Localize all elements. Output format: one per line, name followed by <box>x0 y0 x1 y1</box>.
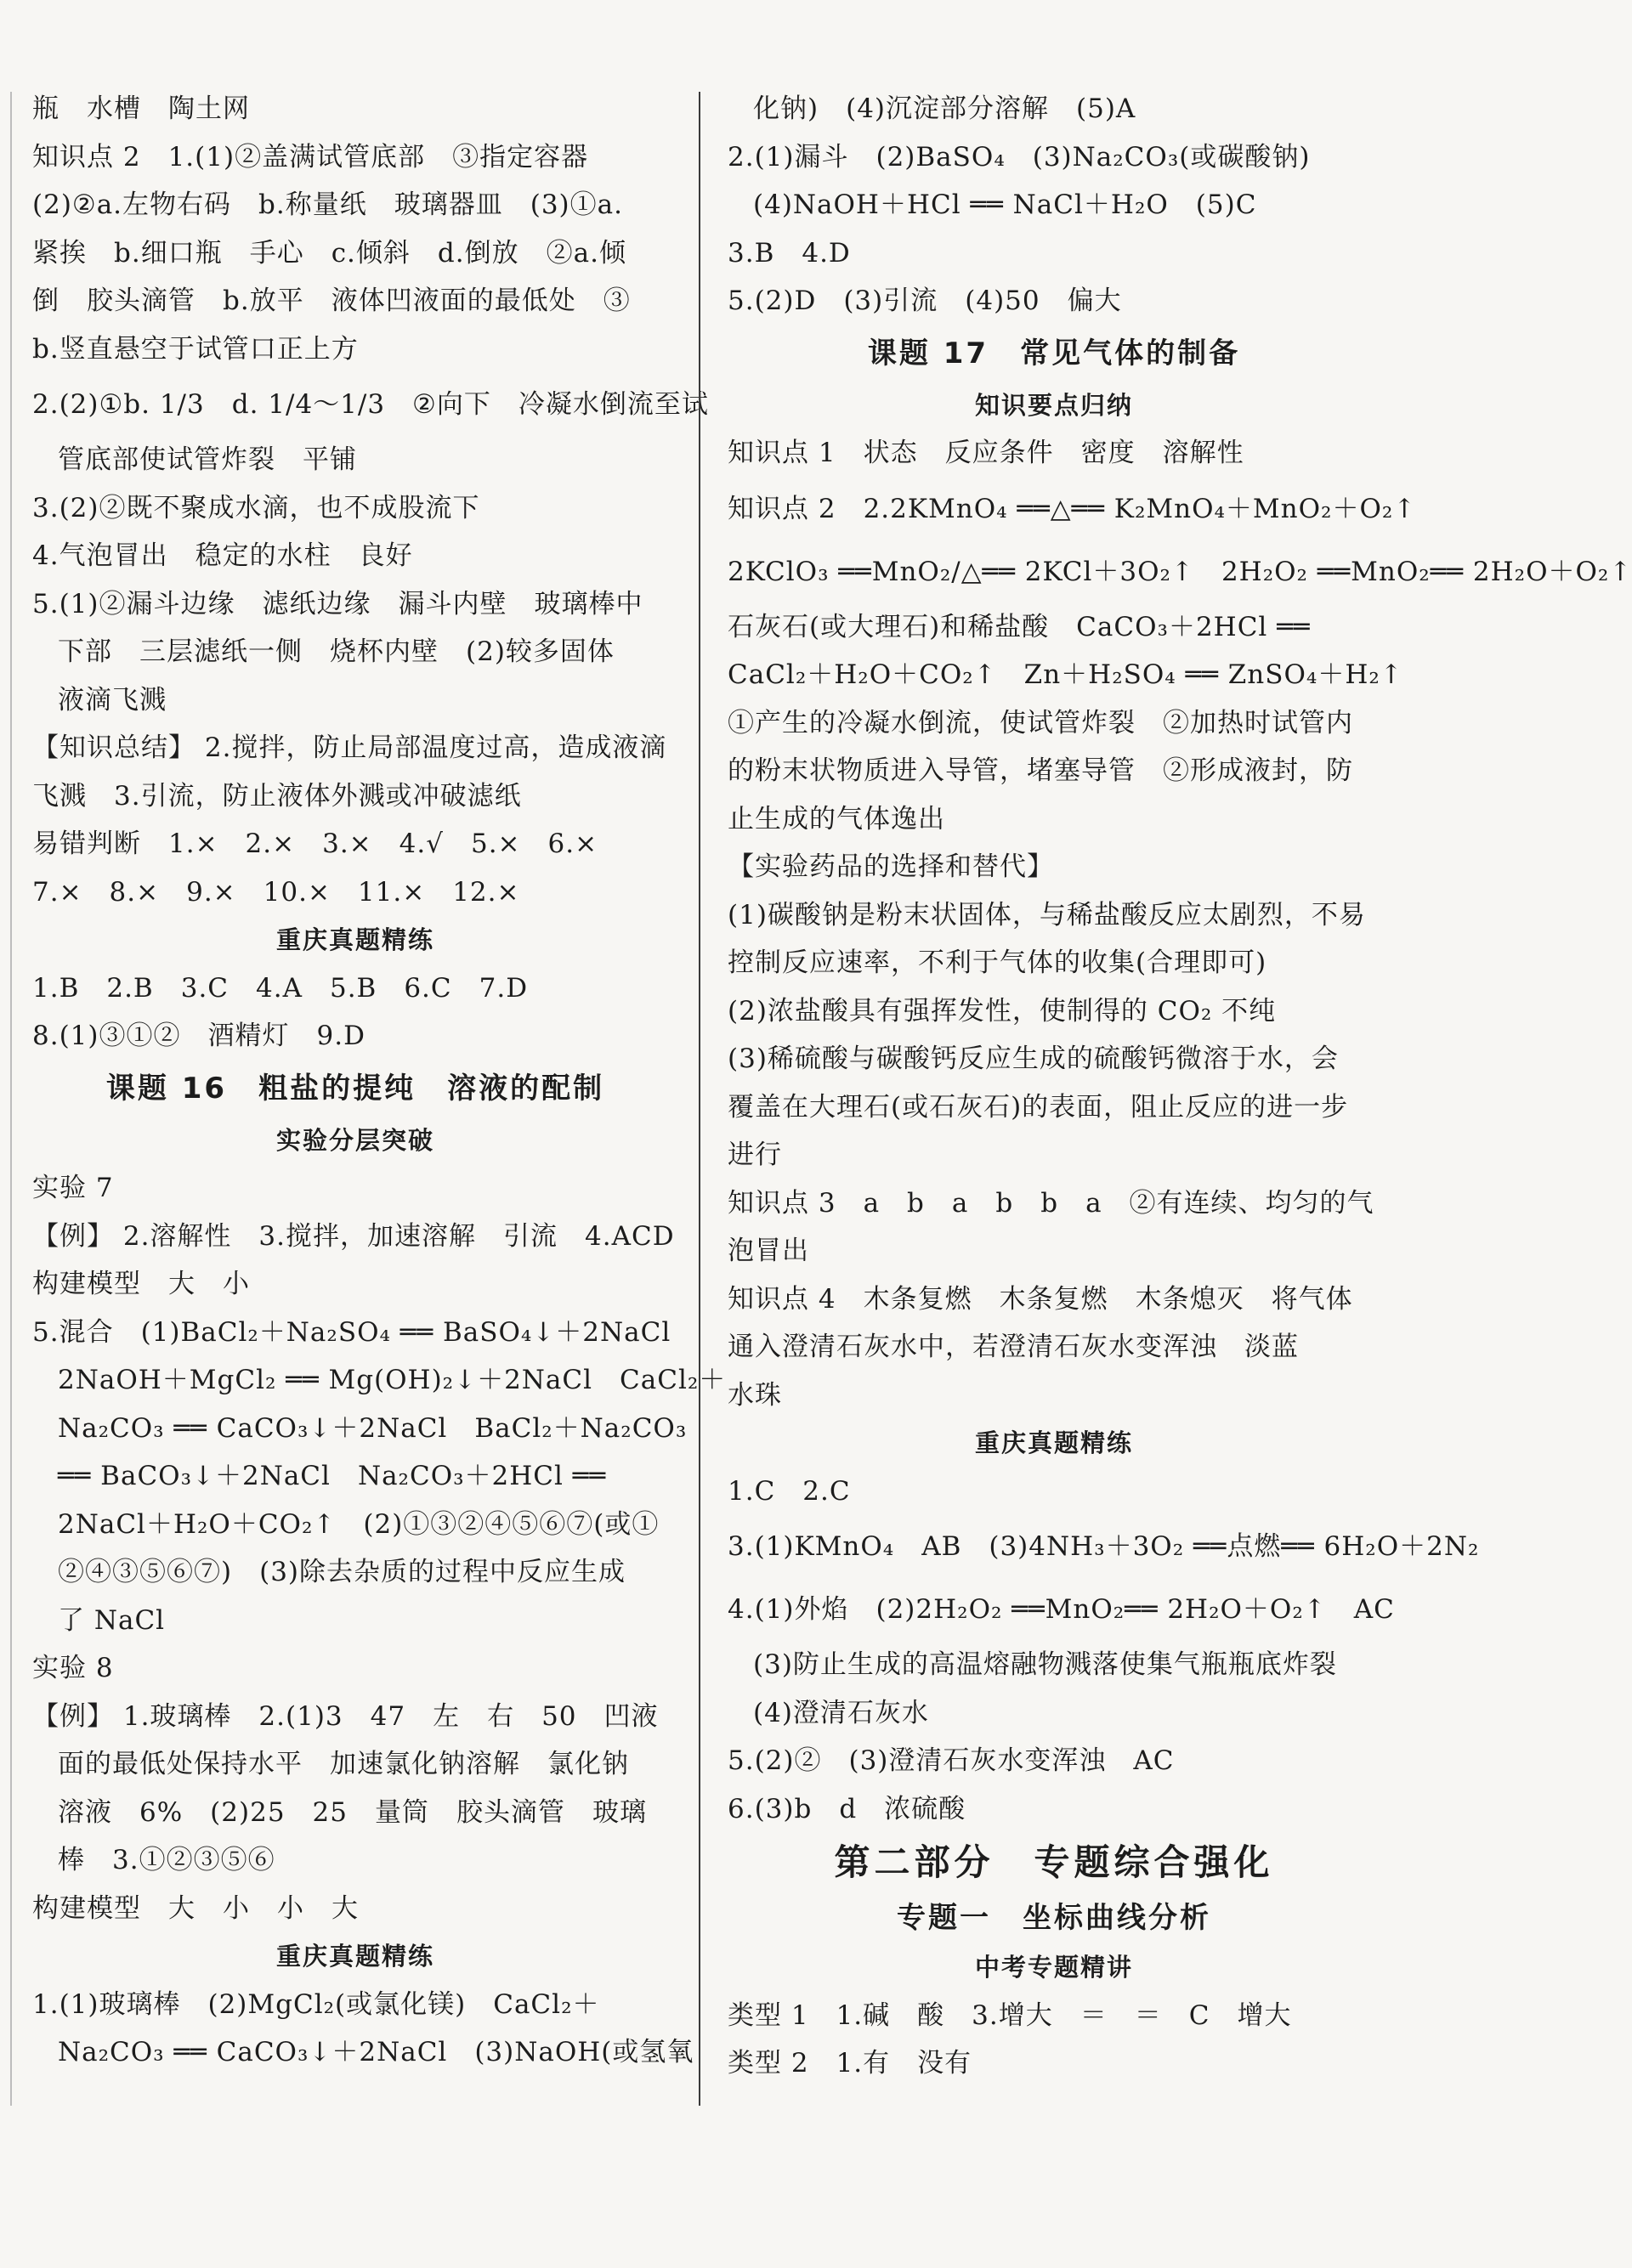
answer-line: (3)防止生成的高温熔融物溅落使集气瓶瓶底炸裂 <box>753 1649 1337 1680</box>
answer-line: 知识点 1 状态 反应条件 密度 溶解性 <box>728 438 1244 468</box>
answer-line: ②④③⑤⑥⑦) (3)除去杂质的过程中反应生成 <box>58 1557 626 1587</box>
answer-line: 倒 胶头滴管 b.放平 液体凹液面的最低处 ③ <box>32 286 631 316</box>
answer-line: Na₂CO₃ ══ CaCO₃↓＋2NaCl (3)NaOH(或氢氧 <box>58 2037 694 2067</box>
answer-line: 液滴飞溅 <box>58 684 167 715</box>
answer-line: (3)稀硫酸与碳酸钙反应生成的硫酸钙微溶于水，会 <box>728 1044 1339 1074</box>
lesson-heading: 课题 16 粗盐的提纯 溶液的配制 <box>105 1071 605 1106</box>
answer-line: (4)NaOH＋HCl ══ NaCl＋H₂O (5)C <box>753 189 1257 220</box>
lesson-heading: 课题 17 常见气体的制备 <box>867 336 1241 370</box>
answer-line: 4.(1)外焰 (2)2H₂O₂ ══MnO₂══ 2H₂O＋O₂↑ AC <box>728 1594 1395 1625</box>
answer-line: (4)澄清石灰水 <box>753 1697 929 1728</box>
answer-line: 易错判断 1.× 2.× 3.× 4.√ 5.× 6.× <box>32 829 598 859</box>
answer-line: 3.(1)KMnO₄ AB (3)4NH₃＋3O₂ ══点燃══ 6H₂O＋2N₂ <box>728 1531 1480 1562</box>
answer-line: 石灰石(或大理石)和稀盐酸 CaCO₃＋2HCl ══ <box>728 611 1311 642</box>
part-heading: 第二部分 专题综合强化 <box>834 1841 1274 1883</box>
answer-line: 3.(2)②既不聚成水滴，也不成股流下 <box>32 492 480 523</box>
answer-line: 化钠) (4)沉淀部分溶解 (5)A <box>753 93 1136 124</box>
answer-line: Na₂CO₃ ══ CaCO₃↓＋2NaCl BaCl₂＋Na₂CO₃ <box>58 1412 688 1444</box>
section-heading: 重庆真题精练 <box>275 925 434 954</box>
answer-line: 5.(2)D (3)引流 (4)50 偏大 <box>728 286 1122 316</box>
answer-line: 控制反应速率，不利于气体的收集(合理即可) <box>728 947 1267 978</box>
answer-line: 2KClO₃ ══MnO₂/△══ 2KCl＋3O₂↑ 2H₂O₂ ══MnO₂══ 2H₂O＋O₂↑ <box>728 556 1632 587</box>
answer-line: 2NaCl＋H₂O＋CO₂↑ (2)①③②④⑤⑥⑦(或① <box>58 1508 660 1540</box>
column-divider <box>699 92 700 2106</box>
answer-line: 5.(2)② (3)澄清石灰水变浑浊 AC <box>728 1745 1175 1776</box>
answer-line: 止生成的气体逸出 <box>728 803 945 834</box>
answer-line: b.竖直悬空于试管口正上方 <box>32 333 359 365</box>
answer-line: 知识点 3 a b a b b a ②有连续、均匀的气 <box>728 1187 1374 1219</box>
answer-line: 管底部使试管炸裂 平铺 <box>58 444 357 475</box>
right-column <box>728 85 1632 2088</box>
answer-line: 知识点 2 2.2KMnO₄ ══△══ K₂MnO₄＋MnO₂＋O₂↑ <box>728 493 1417 524</box>
answer-line: 5.混合 (1)BaCl₂＋Na₂SO₄ ══ BaSO₄↓＋2NaCl <box>32 1316 672 1348</box>
topic-heading: 专题一 坐标曲线分析 <box>897 1901 1211 1935</box>
answer-line: 2.(1)漏斗 (2)BaSO₄ (3)Na₂CO₃(或碳酸钠) <box>728 141 1311 173</box>
answer-line: 7.× 8.× 9.× 10.× 11.× 12.× <box>32 876 520 908</box>
left-column <box>32 85 727 2077</box>
answer-line: 2NaOH＋MgCl₂ ══ Mg(OH)₂↓＋2NaCl CaCl₂＋ <box>58 1365 727 1395</box>
answer-line: 类型 1 1.碱 酸 3.增大 ＝ ＝ C 增大 <box>728 1999 1292 2031</box>
section-heading: 实验分层突破 <box>275 1125 434 1155</box>
answer-line: 3.B 4.D <box>728 237 851 269</box>
answer-line: (1)碳酸钠是粉末状固体，与稀盐酸反应太剧烈，不易 <box>728 899 1366 930</box>
answer-line: 类型 2 1.有 没有 <box>728 2048 972 2079</box>
answer-line: CaCl₂＋H₂O＋CO₂↑ Zn＋H₂SO₄ ══ ZnSO₄＋H₂↑ <box>728 659 1403 690</box>
answer-line: 面的最低处保持水平 加速氯化钠溶解 氯化钠 <box>58 1749 629 1779</box>
answer-line: 覆盖在大理石(或石灰石)的表面，阻止反应的进一步 <box>728 1091 1349 1123</box>
answer-line: 棒 3.①②③⑤⑥ <box>58 1845 275 1875</box>
answer-line: ══ BaCO₃↓＋2NaCl Na₂CO₃＋2HCl ══ <box>58 1461 607 1491</box>
answer-line: 1.B 2.B 3.C 4.A 5.B 6.C 7.D <box>32 972 529 1004</box>
answer-line: 【例】 1.玻璃棒 2.(1)3 47 左 右 50 凹液 <box>32 1700 659 1732</box>
answer-line: 构建模型 大 小 <box>32 1269 250 1299</box>
answer-line: 瓶 水槽 陶土网 <box>32 93 250 124</box>
answer-line: 1.(1)玻璃棒 (2)MgCl₂(或氯化镁) CaCl₂＋ <box>32 1988 600 2020</box>
left-margin-rule <box>10 92 12 2106</box>
section-heading: 重庆真题精练 <box>974 1428 1133 1457</box>
answer-line: 实验 8 <box>32 1653 114 1683</box>
answer-line: 【实验药品的选择和替代】 <box>728 851 1054 882</box>
answer-line: 知识点 2 1.(1)②盖满试管底部 ③指定容器 <box>32 141 589 173</box>
answer-line: 8.(1)③①② 酒精灯 9.D <box>32 1021 366 1051</box>
section-heading: 知识要点归纳 <box>974 390 1133 420</box>
answer-line: 水珠 <box>728 1379 782 1411</box>
answer-line: 4.气泡冒出 稳定的水柱 良好 <box>32 540 413 571</box>
section-heading: 中考专题精讲 <box>974 1953 1133 1982</box>
answer-line: 紧挨 b.细口瓶 手心 c.倾斜 d.倒放 ②a.倾 <box>32 237 626 269</box>
answer-line: 实验 7 <box>32 1173 114 1203</box>
answer-line: 泡冒出 <box>728 1236 809 1266</box>
answer-line: 【例】 2.溶解性 3.搅拌，加速溶解 引流 4.ACD <box>32 1220 675 1252</box>
answer-line: (2)②a.左物右码 b.称量纸 玻璃器皿 (3)①a. <box>32 189 623 220</box>
answer-line: 溶液 6% (2)25 25 量筒 胶头滴管 玻璃 <box>58 1796 647 1828</box>
answer-line: (2)浓盐酸具有强挥发性，使制得的 CO₂ 不纯 <box>728 995 1277 1027</box>
answer-line: 构建模型 大 小 小 大 <box>32 1892 359 1924</box>
answer-line: 【知识总结】 2.搅拌，防止局部温度过高，造成液滴 <box>32 732 667 763</box>
answer-line: 知识点 4 木条复燃 木条复燃 木条熄灭 将气体 <box>728 1283 1353 1315</box>
answer-line: 5.(1)②漏斗边缘 滤纸边缘 漏斗内壁 玻璃棒中 <box>32 588 643 619</box>
answer-line: 的粉末状物质进入导管，堵塞导管 ②形成液封，防 <box>728 755 1353 786</box>
section-heading: 重庆真题精练 <box>275 1942 434 1971</box>
answer-line: 1.C 2.C <box>728 1475 851 1507</box>
answer-line: 了 NaCl <box>58 1604 166 1636</box>
answer-line: 下部 三层滤纸一侧 烧杯内壁 (2)较多固体 <box>58 636 615 667</box>
answer-line: 飞溅 3.引流，防止液体外溅或冲破滤纸 <box>32 780 522 812</box>
answer-line: 通入澄清石灰水中，若澄清石灰水变浑浊 淡蓝 <box>728 1332 1299 1362</box>
answer-line: ①产生的冷凝水倒流，使试管炸裂 ②加热时试管内 <box>728 707 1353 738</box>
answer-line: 6.(3)b d 浓硫酸 <box>728 1793 966 1824</box>
answer-line: 进行 <box>728 1140 782 1170</box>
answer-line: 2.(2)①b. 1/3 d. 1/4～1/3 ②向下 冷凝水倒流至试 <box>32 389 709 420</box>
